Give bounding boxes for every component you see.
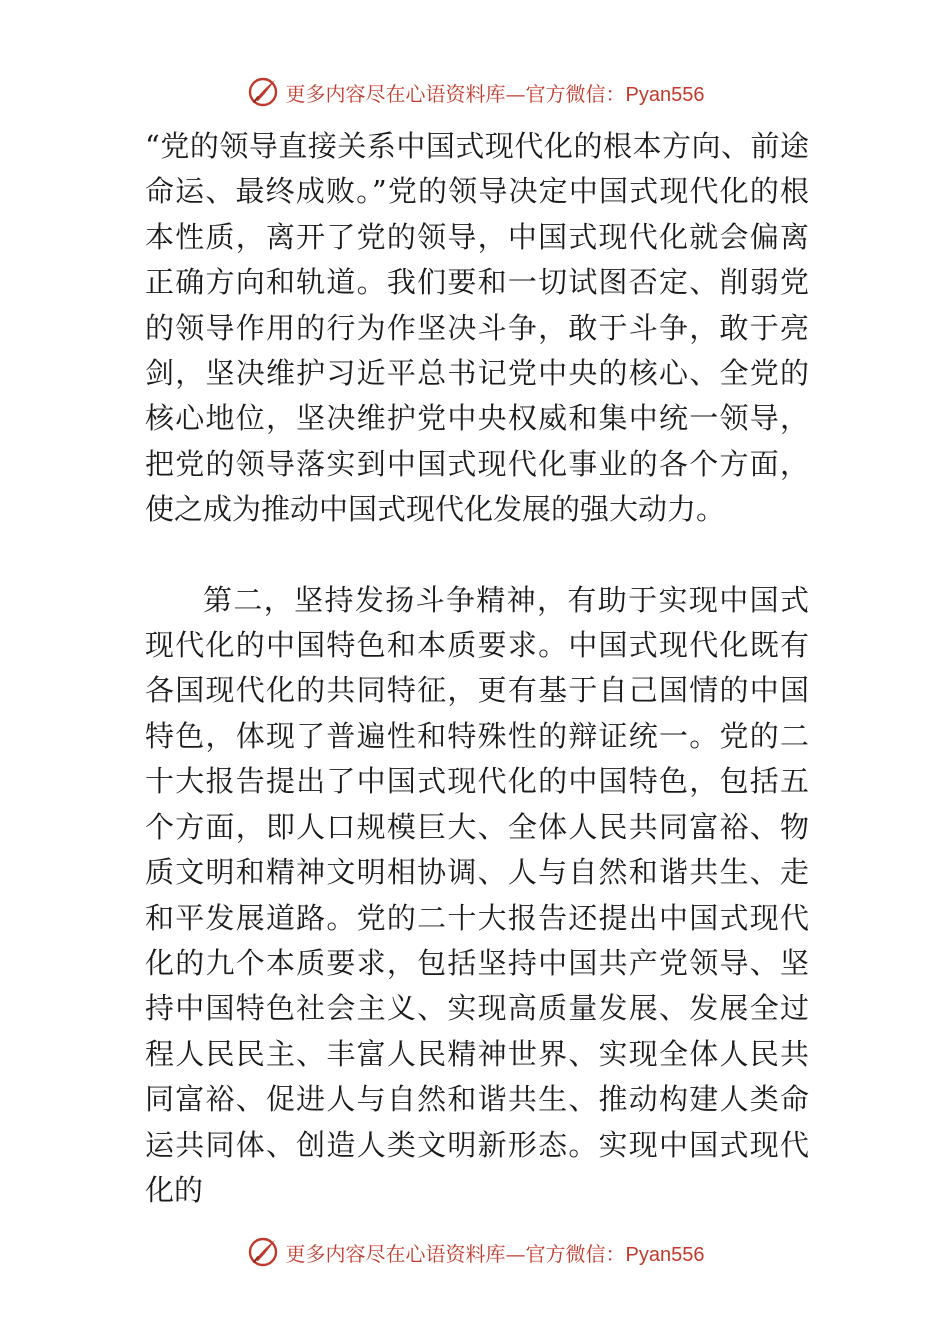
paragraph-1: “党的领导直接关系中国式现代化的根本方向、前途命运、最终成败。”党的领导决定中国式现代化的根本性质，离开了党的领导，中国式现代化就会偏离正确方向和轨道。我们要和一切试图否定、削弱党的领导作用的行为作坚决斗争，敢于斗争，敢于亮剑，坚决维护习近平总书记党中央的核心、全党的核心地位，坚决维护党中央权威和集中统一领导，把党的领导落实到中国式现代化事业的各个方面，使之成为推动中国式现代化发展的强大动力。 <box>145 129 809 527</box>
header-site-text: 更多内容尽在心语资料库—官方微信： <box>285 81 626 106</box>
paragraph-2: 第二，坚持发扬斗争精神，有助于实现中国式现代化的中国特色和本质要求。中国式现代化既有各国现代化的共同特征，更有基于自己国情的中国特色，体现了普遍性和特殊性的辩证统一。党的二十大报告提出了中国式现代化的中国特色，包括五个方面，即人口规模巨大、全体人民共同富裕、物质文明和精神文明相协调、人与自然和谐共生、走和平发展道路。党的二十大报告还提出中国式现代化的九个本质要求，包括坚持中国共产党领导、坚持中国特色社会主义、实现高质量发展、发展全过程人民民主、丰富人民精神世界、实现全体人民共同富裕、促进人与自然和谐共生、推动构建人类命运共同体、创造人类文明新形态。实现中国式现代化的 <box>145 582 809 1207</box>
document-body <box>145 124 809 1213</box>
footer-wechat-id: Pyan556 <box>625 1243 705 1266</box>
quill-pen-logo-icon <box>246 75 280 109</box>
header-watermark <box>0 70 950 114</box>
footer-site-text: 更多内容尽在心语资料库—官方微信： <box>285 1241 626 1266</box>
header-wechat-id: Pyan556 <box>625 83 705 106</box>
footer-watermark <box>0 1230 950 1274</box>
quill-pen-logo-icon <box>246 1235 280 1269</box>
